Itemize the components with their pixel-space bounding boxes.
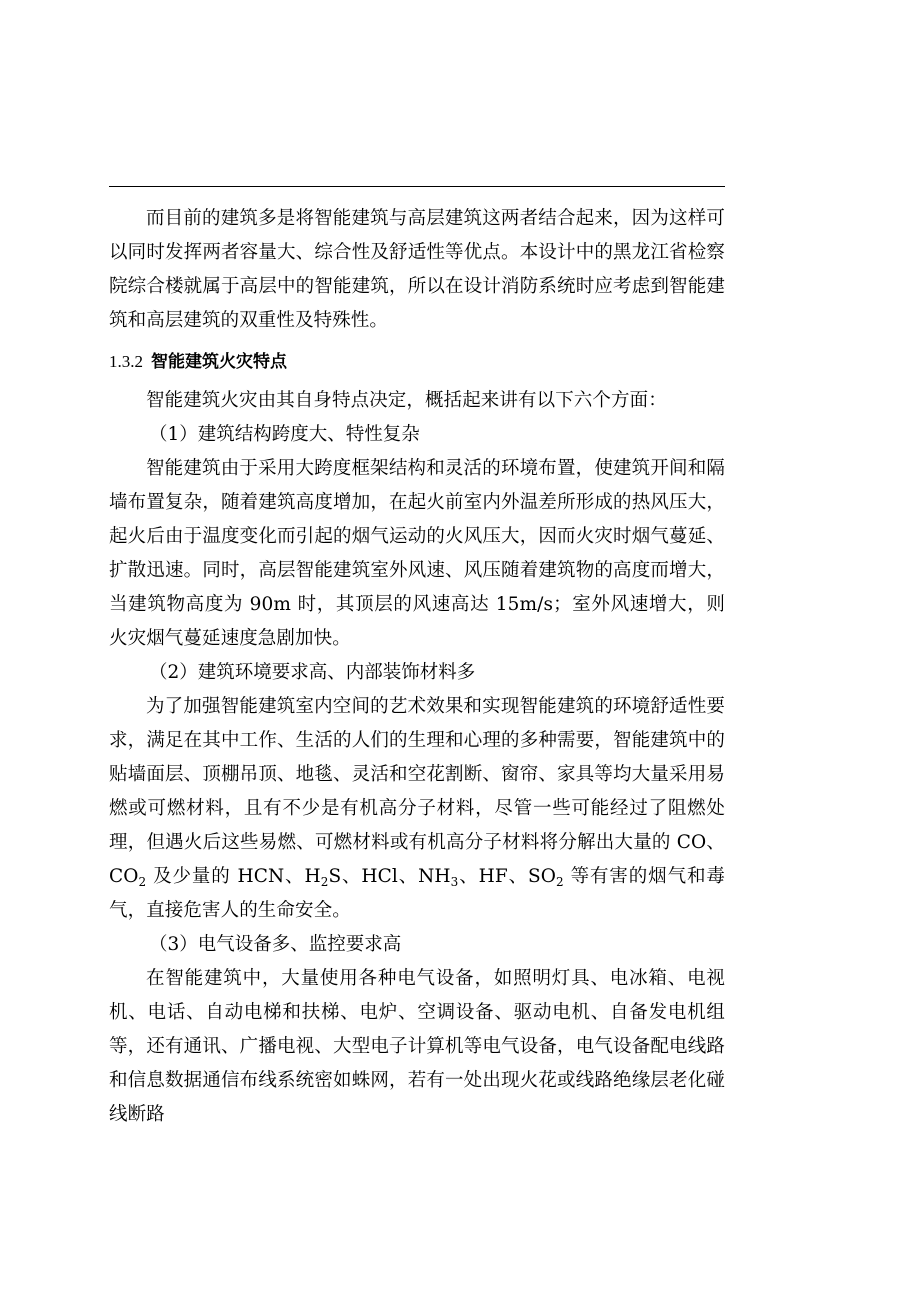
h2s-subscript: 2: [320, 875, 329, 889]
section-heading: [109, 347, 725, 377]
section-title: 智能建筑火灾特点: [151, 352, 287, 372]
header-rule: [109, 186, 725, 187]
item-3-heading: （3）电气设备多、监控要求高: [149, 934, 402, 955]
item-2-text-part1: 为了加强智能建筑室内空间的艺术效果和实现智能建筑的环境舒适性要求，满足在其中工作、生活的人们的生理和心理的多种需要，智能建筑中的贴墙面层、顶棚吊顶、地毯、灵活和空花割断、窗帘、家具等均大量采用易燃或可燃材料，且有不少是有机高分子材料，尽管一些可能经过了阻燃处理，但遇火后这些易燃、可燃材料或有机高分子材料将分解出大量的 CO、CO: [109, 696, 725, 887]
section-number: 1.3.2: [109, 352, 143, 371]
intro-paragraph: 而目前的建筑多是将智能建筑与高层建筑这两者结合起来，因为这样可以同时发挥两者容量大、综合性及舒适性等优点。本设计中的黑龙江省检察院综合楼就属于高层中的智能建筑，所以在设计消防系统时应考虑到智能建筑和高层建筑的双重性及特殊性。: [109, 208, 725, 331]
item-2-text-part4: 、HF、SO: [458, 866, 557, 887]
item-2-text-part2: 及少量的 HCN、H: [146, 866, 321, 887]
item-3-paragraph: 在智能建筑中，大量使用各种电气设备，如照明灯具、电冰箱、电视机、电话、自动电梯和扶梯、电炉、空调设备、驱动电机、自备发电机组等，还有通讯、广播电视、大型电子计算机等电气设备，电气设备配电线路和信息数据通信布线系统密如蛛网，若有一处出现火花或线路绝缘层老化碰线断路: [109, 968, 725, 1125]
nh3-subscript: 3: [450, 875, 459, 889]
co2-subscript: 2: [138, 875, 147, 889]
item-1-heading: （1）建筑结构跨度大、特性复杂: [149, 424, 420, 445]
section-lead-paragraph: 智能建筑火灾由其自身特点决定，概括起来讲有以下六个方面：: [146, 390, 667, 411]
so2-subscript: 2: [556, 875, 564, 889]
item-1-paragraph: 智能建筑由于采用大跨度框架结构和灵活的环境布置，使建筑开间和隔墙布置复杂，随着建筑高度增加，在起火前室内外温差所形成的热风压大，起火后由于温度变化而引起的烟气运动的火风压大，因而火灾时烟气蔓延、扩散迅速。同时，高层智能建筑室外风速、风压随着建筑物的高度而增大，当建筑物高度为 90m 时，其顶层的风速高达 15m/s；室外风速增大，则火灾烟气蔓延速度急剧加快。: [109, 458, 725, 649]
item-2-paragraph: [109, 690, 725, 928]
item-2-text-part3: S、HCl、NH: [328, 866, 451, 887]
document-body: [109, 202, 725, 1132]
item-2-heading: （2）建筑环境要求高、内部装饰材料多: [149, 662, 476, 683]
item-2-text-part5: 等有害的烟气和毒气，直接危害人的生命安全。: [109, 866, 725, 921]
